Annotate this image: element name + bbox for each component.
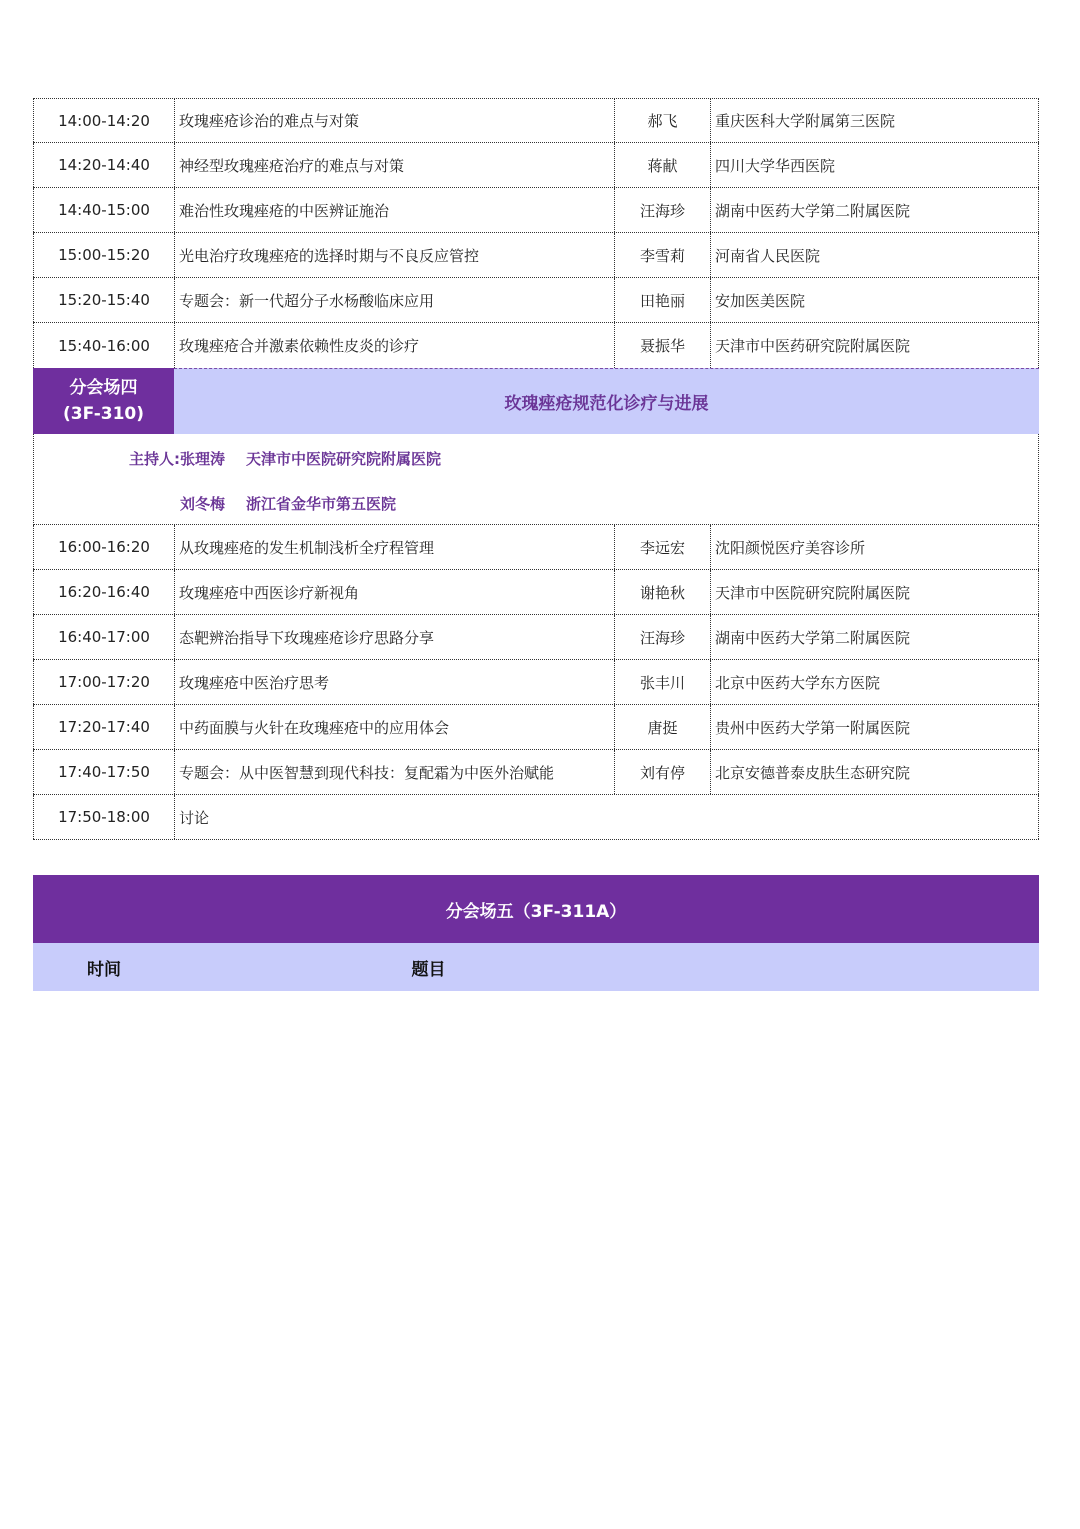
org-cell: 河南省人民医院 <box>711 233 1039 277</box>
title-cell: 态靶辨治指导下玫瑰痤疮诊疗思路分享 <box>175 615 615 659</box>
title-cell: 专题会：新一代超分子水杨酸临床应用 <box>175 278 615 322</box>
time-cell: 14:20-14:40 <box>33 143 175 187</box>
table-row <box>33 525 1039 570</box>
table-row <box>33 98 1039 143</box>
host-org: 浙江省金华市第五医院 <box>246 495 397 513</box>
org-cell: 湖南中医药大学第二附属医院 <box>711 188 1039 232</box>
title-cell: 中药面膜与火针在玫瑰痤疮中的应用体会 <box>175 705 615 749</box>
table-row <box>33 323 1039 368</box>
table-row-discussion <box>33 795 1039 840</box>
time-cell: 16:20-16:40 <box>33 570 175 614</box>
session-name: 分会场四 <box>69 378 138 398</box>
table-row <box>33 143 1039 188</box>
table-row <box>33 660 1039 705</box>
time-cell: 17:00-17:20 <box>33 660 175 704</box>
column-header-title: 题目 <box>411 959 446 980</box>
session-label <box>33 368 174 434</box>
speaker-cell: 唐挺 <box>615 705 711 749</box>
time-cell: 14:40-15:00 <box>33 188 175 232</box>
title-cell: 玫瑰痤疮中西医诊疗新视角 <box>175 570 615 614</box>
table-row <box>33 278 1039 323</box>
title-cell: 神经型玫瑰痤疮治疗的难点与对策 <box>175 143 615 187</box>
venue-banner: 分会场五（3F-311A） <box>33 875 1039 943</box>
speaker-cell: 李远宏 <box>615 525 711 569</box>
session-topic: 玫瑰痤疮规范化诊疗与进展 <box>174 368 1039 434</box>
speaker-cell: 谢艳秋 <box>615 570 711 614</box>
title-cell: 玫瑰痤疮中医治疗思考 <box>175 660 615 704</box>
speaker-cell: 汪海珍 <box>615 615 711 659</box>
table-row <box>33 615 1039 660</box>
host-line <box>34 493 396 514</box>
time-cell: 15:00-15:20 <box>33 233 175 277</box>
org-cell: 湖南中医药大学第二附属医院 <box>711 615 1039 659</box>
speaker-cell: 蒋献 <box>615 143 711 187</box>
time-cell: 14:00-14:20 <box>33 99 175 142</box>
host-line <box>34 448 441 469</box>
time-cell: 17:20-17:40 <box>33 705 175 749</box>
title-cell: 专题会：从中医智慧到现代科技：复配霜为中医外治赋能 <box>175 750 615 794</box>
time-cell: 17:40-17:50 <box>33 750 175 794</box>
time-cell: 17:50-18:00 <box>33 795 175 839</box>
org-cell: 沈阳颜悦医疗美容诊所 <box>711 525 1039 569</box>
org-cell: 贵州中医药大学第一附属医院 <box>711 705 1039 749</box>
title-cell: 难治性玫瑰痤疮的中医辨证施治 <box>175 188 615 232</box>
org-cell: 重庆医科大学附属第三医院 <box>711 99 1039 142</box>
title-cell: 从玫瑰痤疮的发生机制浅析全疗程管理 <box>175 525 615 569</box>
session-room: (3F-310) <box>63 404 144 424</box>
schedule-table-block1 <box>33 98 1039 840</box>
host-org: 天津市中医院研究院附属医院 <box>246 450 442 468</box>
org-cell: 安加医美医院 <box>711 278 1039 322</box>
speaker-cell: 李雪莉 <box>615 233 711 277</box>
column-header-row <box>33 943 1039 991</box>
time-cell: 16:40-17:00 <box>33 615 175 659</box>
org-cell: 北京安德普泰皮肤生态研究院 <box>711 750 1039 794</box>
host-label: 主持人: <box>129 450 180 468</box>
speaker-cell: 郝飞 <box>615 99 711 142</box>
table-row <box>33 750 1039 795</box>
title-cell: 讨论 <box>175 795 1039 839</box>
speaker-cell: 聂振华 <box>615 323 711 368</box>
schedule-table-venue5 <box>33 875 1039 991</box>
speaker-cell: 田艳丽 <box>615 278 711 322</box>
host-name: 张理涛 <box>180 450 226 468</box>
table-row <box>33 233 1039 278</box>
org-cell: 北京中医药大学东方医院 <box>711 660 1039 704</box>
title-cell: 玫瑰痤疮诊治的难点与对策 <box>175 99 615 142</box>
speaker-cell: 汪海珍 <box>615 188 711 232</box>
speaker-cell: 刘有停 <box>615 750 711 794</box>
speaker-cell: 张丰川 <box>615 660 711 704</box>
column-header-time: 时间 <box>87 959 121 980</box>
time-cell: 16:00-16:20 <box>33 525 175 569</box>
title-cell: 光电治疗玫瑰痤疮的选择时期与不良反应管控 <box>175 233 615 277</box>
host-block <box>33 434 1039 525</box>
table-row <box>33 188 1039 233</box>
org-cell: 四川大学华西医院 <box>711 143 1039 187</box>
table-row <box>33 705 1039 750</box>
org-cell: 天津市中医院研究院附属医院 <box>711 570 1039 614</box>
session-header <box>33 368 1039 434</box>
title-cell: 玫瑰痤疮合并激素依赖性皮炎的诊疗 <box>175 323 615 368</box>
host-name: 刘冬梅 <box>180 495 226 513</box>
org-cell: 天津市中医药研究院附属医院 <box>711 323 1039 368</box>
time-cell: 15:20-15:40 <box>33 278 175 322</box>
table-row <box>33 570 1039 615</box>
time-cell: 15:40-16:00 <box>33 323 175 368</box>
